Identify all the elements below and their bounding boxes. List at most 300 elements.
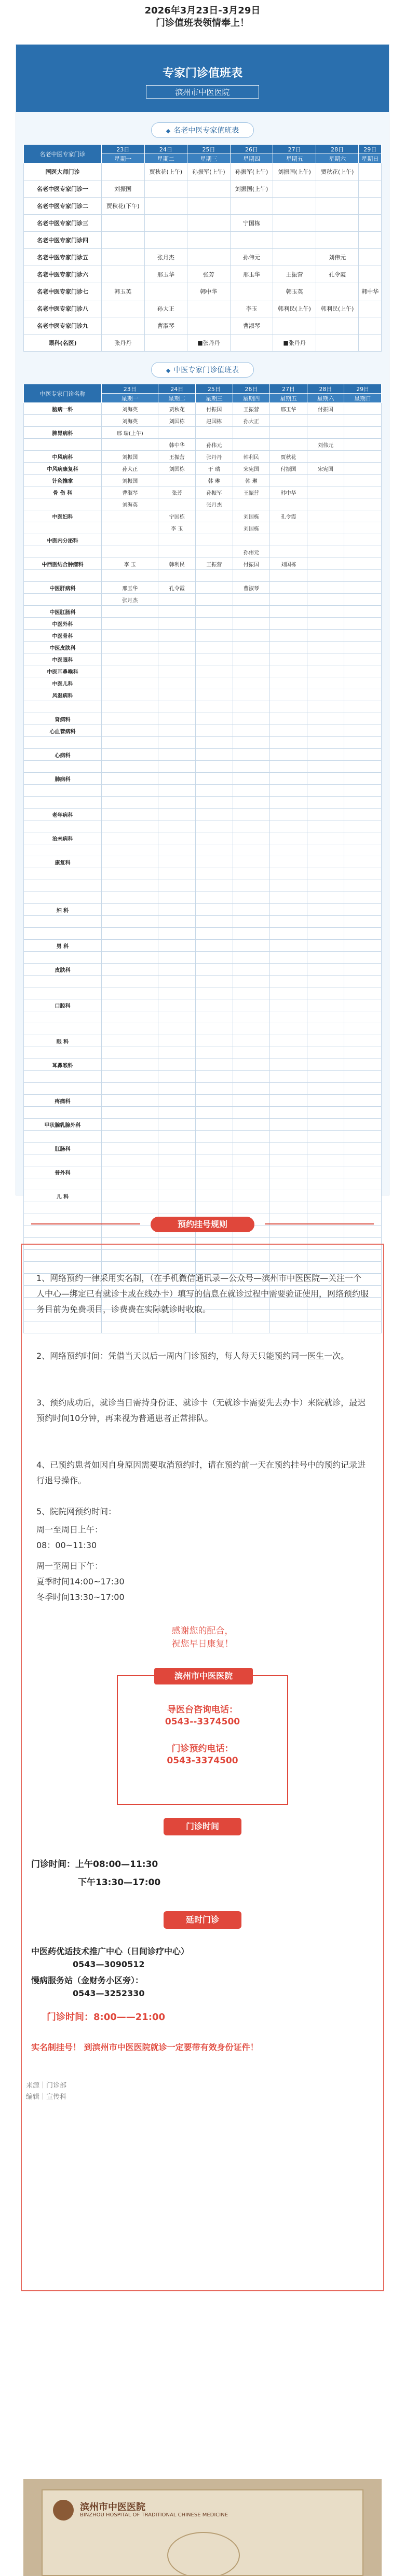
schedule-cell [102, 317, 145, 335]
dept-name: 名老中医专家门诊一 [24, 180, 102, 198]
schedule-cell [307, 653, 344, 665]
schedule-cell [344, 916, 382, 928]
schedule-cell: 付振国 [307, 403, 344, 415]
dept-name [24, 594, 102, 606]
booking-phone[interactable]: 0543-3374500 [167, 1756, 238, 1766]
dept-name: 中医外科 [24, 618, 102, 630]
table-row [24, 928, 382, 940]
schedule-cell [270, 964, 307, 976]
schedule-cell [158, 677, 196, 689]
schedule-cell [307, 940, 344, 952]
schedule-cell [158, 1107, 196, 1119]
regular-date-header: 25日 [196, 384, 233, 394]
schedule-cell: 韩利民 [158, 558, 196, 570]
dept-name: 中医皮肤科 [24, 642, 102, 653]
rule-5-line2: 08：00~11:30 [36, 1540, 97, 1550]
schedule-cell [196, 630, 233, 642]
schedule-cell: 付振国 [270, 463, 307, 475]
schedule-cell [158, 618, 196, 630]
schedule-cell [144, 335, 187, 352]
schedule-cell [158, 892, 196, 904]
schedule-cell [158, 916, 196, 928]
guide-label: 导医台咨询电话： [167, 1705, 238, 1715]
schedule-cell [158, 1047, 196, 1059]
schedule-cell [307, 689, 344, 701]
schedule-cell [196, 1035, 233, 1047]
schedule-cell [144, 180, 187, 198]
schedule-cell [307, 987, 344, 999]
schedule-cell [233, 773, 270, 785]
table-row [24, 665, 382, 677]
dept-name: 名老中医专家门诊六 [24, 266, 102, 283]
schedule-cell: 孙大正 [144, 300, 187, 317]
schedule-cell [233, 713, 270, 725]
dept-name: 肺病科 [24, 773, 102, 785]
table-row [24, 1202, 382, 1214]
schedule-cell [344, 952, 382, 964]
schedule-cell: 张芳 [187, 266, 231, 283]
schedule-cell [158, 940, 196, 952]
night-line2: 0543—3090512 [73, 1959, 145, 1969]
schedule-cell [233, 701, 270, 713]
schedule-cell [233, 630, 270, 642]
schedule-cell [344, 1035, 382, 1047]
schedule-cell [344, 999, 382, 1011]
schedule-cell [102, 701, 158, 713]
table-row [24, 300, 382, 317]
schedule-cell [316, 335, 359, 352]
schedule-cell [359, 215, 382, 232]
schedule-cell [102, 880, 158, 892]
schedule-cell [233, 642, 270, 653]
table-row [24, 880, 382, 892]
dept-name: 中医妇科 [24, 510, 102, 522]
table-row [24, 1178, 382, 1190]
schedule-cell [102, 832, 158, 844]
schedule-cell [270, 522, 307, 534]
table-row [24, 892, 382, 904]
schedule-cell [102, 928, 158, 940]
regular-weekday-header: 星期六 [307, 394, 344, 403]
schedule-cell [158, 797, 196, 809]
schedule-cell [102, 916, 158, 928]
schedule-cell [196, 606, 233, 618]
schedule-cell [196, 1023, 233, 1035]
schedule-cell [307, 1166, 344, 1178]
schedule-cell [307, 761, 344, 773]
schedule-cell [196, 1154, 233, 1166]
schedule-cell [102, 856, 158, 868]
schedule-cell: 张丹丹 [102, 335, 145, 352]
schedule-cell: 王振营 [158, 451, 196, 463]
schedule-cell [196, 964, 233, 976]
schedule-cell [270, 1131, 307, 1143]
schedule-cell [273, 180, 316, 198]
table-row [24, 249, 382, 266]
schedule-cell [233, 737, 270, 749]
schedule-cell [233, 749, 270, 761]
schedule-cell [158, 713, 196, 725]
schedule-cell [196, 510, 233, 522]
table-row [24, 618, 382, 630]
schedule-cell [344, 1190, 382, 1202]
schedule-cell [196, 1083, 233, 1095]
schedule-cell: 王振营 [273, 266, 316, 283]
schedule-cell [270, 1143, 307, 1154]
schedule-cell [344, 761, 382, 773]
schedule-cell [307, 916, 344, 928]
schedule-cell [102, 266, 145, 283]
schedule-cell: 韩玉英 [102, 283, 145, 300]
schedule-cell [102, 725, 158, 737]
famous-date-header: 26日 [230, 145, 273, 154]
schedule-cell [307, 582, 344, 594]
schedule-cell [158, 725, 196, 737]
schedule-cell [158, 785, 196, 797]
dept-name: 中医眼科 [24, 653, 102, 665]
schedule-cell [359, 232, 382, 249]
dept-name: 名老中医专家门诊七 [24, 283, 102, 300]
schedule-title: 专家门诊值班表 [162, 67, 242, 80]
schedule-cell [344, 1095, 382, 1107]
schedule-cell [307, 976, 344, 987]
table-row [24, 486, 382, 498]
table-row [24, 773, 382, 785]
schedule-cell [233, 987, 270, 999]
schedule-cell: 邢玉华 [144, 266, 187, 283]
schedule-cell [187, 232, 231, 249]
dept-name: 针灸推拿 [24, 475, 102, 486]
schedule-cell: 刘国栋 [270, 558, 307, 570]
dept-name: 风湿病科 [24, 689, 102, 701]
schedule-cell [307, 1035, 344, 1047]
schedule-cell [344, 701, 382, 713]
schedule-cell [233, 1107, 270, 1119]
dept-name: 中医儿科 [24, 677, 102, 689]
schedule-cell: 刘振国 [102, 180, 145, 198]
schedule-cell [102, 1119, 158, 1131]
dept-name [24, 439, 102, 451]
schedule-cell: 邢玉华 [270, 403, 307, 415]
schedule-card [16, 44, 389, 1200]
schedule-cell [344, 665, 382, 677]
schedule-cell: 王振营 [233, 403, 270, 415]
table-row [24, 558, 382, 570]
dept-name: 中医肛肠科 [24, 606, 102, 618]
night-box [31, 1940, 374, 2051]
schedule-cell [316, 283, 359, 300]
schedule-cell: 孙伟元 [196, 439, 233, 451]
bottom-logo-sub: BINZHOU HOSPITAL OF TRADITIONAL CHINESE MEDICINE [80, 2512, 228, 2518]
schedule-cell: 刘伟元 [316, 249, 359, 266]
schedule-cell [307, 594, 344, 606]
schedule-cell [359, 249, 382, 266]
dept-name [24, 1083, 102, 1095]
schedule-cell [102, 976, 158, 987]
schedule-cell [316, 232, 359, 249]
schedule-cell [158, 773, 196, 785]
schedule-cell [270, 785, 307, 797]
schedule-cell [158, 856, 196, 868]
dept-name: 治未病科 [24, 832, 102, 844]
schedule-cell [270, 570, 307, 582]
schedule-cell [344, 1059, 382, 1071]
table-row [24, 749, 382, 761]
dept-name: 肛肠科 [24, 1143, 102, 1154]
schedule-cell [158, 868, 196, 880]
schedule-cell [270, 630, 307, 642]
schedule-cell [307, 999, 344, 1011]
schedule-cell [307, 665, 344, 677]
schedule-cell [196, 880, 233, 892]
schedule-cell [102, 630, 158, 642]
schedule-cell [187, 317, 231, 335]
schedule-cell [344, 653, 382, 665]
schedule-cell: 韩利民 [233, 451, 270, 463]
schedule-cell [233, 653, 270, 665]
table-row [24, 725, 382, 737]
schedule-cell [344, 677, 382, 689]
regular-date-header: 23日 [102, 384, 158, 394]
dept-name: 普外科 [24, 1166, 102, 1178]
famous-corner-label: 名老中医专家门诊 [24, 145, 102, 163]
schedule-cell: 曹淑琴 [102, 486, 158, 498]
schedule-cell [196, 713, 233, 725]
contact-title: 滨州市中医医院 [154, 1668, 253, 1684]
schedule-banner [16, 45, 389, 112]
schedule-cell [187, 215, 231, 232]
rules-line-right [265, 1223, 374, 1224]
footer-source: 来源｜门诊部 [26, 2082, 67, 2090]
table-row [24, 1095, 382, 1107]
schedule-cell [233, 940, 270, 952]
schedule-cell [102, 163, 145, 180]
schedule-cell [307, 1059, 344, 1071]
schedule-cell [270, 725, 307, 737]
schedule-cell [187, 249, 231, 266]
table-row [24, 952, 382, 964]
table-row [24, 677, 382, 689]
schedule-cell [196, 737, 233, 749]
schedule-cell [233, 1071, 270, 1083]
dept-name: 中风病康复科 [24, 463, 102, 475]
schedule-cell [102, 1131, 158, 1143]
table-row [24, 606, 382, 618]
table-row [24, 785, 382, 797]
schedule-cell [102, 940, 158, 952]
schedule-cell [196, 653, 233, 665]
schedule-cell [196, 701, 233, 713]
schedule-cell [158, 761, 196, 773]
schedule-cell [196, 1095, 233, 1107]
schedule-cell [233, 677, 270, 689]
schedule-cell [233, 1047, 270, 1059]
schedule-cell [307, 964, 344, 976]
schedule-cell: 韩中华 [359, 283, 382, 300]
schedule-cell [196, 928, 233, 940]
schedule-cell [230, 283, 273, 300]
schedule-cell [158, 749, 196, 761]
schedule-cell [102, 1059, 158, 1071]
schedule-cell [196, 976, 233, 987]
schedule-cell [102, 904, 158, 916]
schedule-cell: 贾秋花 [158, 403, 196, 415]
table-row [24, 856, 382, 868]
dept-name: 中医内分泌科 [24, 534, 102, 546]
schedule-cell [233, 1190, 270, 1202]
schedule-cell [233, 999, 270, 1011]
hours-afternoon: 下午13:30—17:00 [78, 1877, 161, 1888]
dept-name: 耳鼻喉科 [24, 1059, 102, 1071]
schedule-cell [270, 1095, 307, 1107]
schedule-cell [270, 606, 307, 618]
schedule-cell [270, 594, 307, 606]
dept-name [24, 1071, 102, 1083]
schedule-cell [359, 300, 382, 317]
schedule-cell [196, 427, 233, 439]
schedule-cell [270, 999, 307, 1011]
schedule-cell [307, 498, 344, 510]
schedule-cell [307, 1071, 344, 1083]
dept-name [24, 868, 102, 880]
schedule-cell: 韩利民(上午) [316, 300, 359, 317]
schedule-cell [307, 1083, 344, 1095]
table-row [24, 463, 382, 475]
table-row [24, 522, 382, 534]
schedule-cell [270, 1190, 307, 1202]
schedule-cell [270, 916, 307, 928]
schedule-cell [270, 1023, 307, 1035]
schedule-cell [270, 856, 307, 868]
night-title: 延时门诊 [164, 1911, 241, 1929]
table-row [24, 987, 382, 999]
schedule-cell [196, 1059, 233, 1071]
schedule-cell: 曹淑琴 [144, 317, 187, 335]
schedule-cell [344, 713, 382, 725]
regular-section-title: ◆ 中医专家门诊值班表 [151, 362, 254, 378]
guide-phone[interactable]: 0543--3374500 [165, 1717, 240, 1727]
schedule-cell [270, 427, 307, 439]
schedule-cell [233, 820, 270, 832]
schedule-cell: 付振国 [233, 558, 270, 570]
famous-date-header: 27日 [273, 145, 316, 154]
schedule-cell: 曹淑琴 [230, 317, 273, 335]
schedule-cell [270, 928, 307, 940]
schedule-cell [344, 725, 382, 737]
schedule-cell: 王振营 [233, 486, 270, 498]
schedule-cell [344, 618, 382, 630]
schedule-cell [230, 335, 273, 352]
famous-weekday-header: 星期一 [102, 154, 145, 163]
table-row [24, 976, 382, 987]
schedule-cell [233, 1059, 270, 1071]
famous-weekday-header: 星期三 [187, 154, 231, 163]
schedule-cell [196, 1011, 233, 1023]
regular-schedule-table [23, 384, 382, 1333]
schedule-cell [158, 1095, 196, 1107]
famous-date-header: 23日 [102, 145, 145, 154]
schedule-cell [307, 725, 344, 737]
schedule-cell [102, 215, 145, 232]
schedule-cell [158, 844, 196, 856]
schedule-cell [307, 868, 344, 880]
dept-name [24, 916, 102, 928]
schedule-cell [270, 642, 307, 653]
schedule-cell [158, 1011, 196, 1023]
schedule-cell [233, 1035, 270, 1047]
schedule-cell: 贾秋花(下午) [102, 198, 145, 215]
schedule-cell [158, 964, 196, 976]
schedule-cell [233, 725, 270, 737]
regular-date-header: 24日 [158, 384, 196, 394]
table-row [24, 1143, 382, 1154]
table-row [24, 427, 382, 439]
schedule-cell [102, 952, 158, 964]
dept-name [24, 880, 102, 892]
schedule-cell [158, 689, 196, 701]
table-row [24, 904, 382, 916]
schedule-cell: 刘海英 [102, 403, 158, 415]
schedule-cell: 孙伟元 [233, 546, 270, 558]
schedule-cell [158, 832, 196, 844]
schedule-cell [196, 642, 233, 653]
schedule-cell [344, 606, 382, 618]
schedule-cell [196, 797, 233, 809]
dept-name: 名老中医专家门诊八 [24, 300, 102, 317]
schedule-cell [307, 558, 344, 570]
hospital-logo-icon [53, 2500, 74, 2521]
dept-name: 中西医结合肿瘤科 [24, 558, 102, 570]
schedule-cell [307, 630, 344, 642]
schedule-cell [196, 1143, 233, 1154]
schedule-cell [158, 653, 196, 665]
schedule-cell [344, 642, 382, 653]
schedule-cell [102, 1107, 158, 1119]
schedule-cell [307, 1190, 344, 1202]
schedule-cell [270, 677, 307, 689]
famous-date-header: 28日 [316, 145, 359, 154]
schedule-cell [270, 1119, 307, 1131]
schedule-cell [307, 928, 344, 940]
schedule-cell [102, 785, 158, 797]
schedule-cell [344, 976, 382, 987]
schedule-cell [307, 737, 344, 749]
schedule-cell [158, 904, 196, 916]
schedule-cell [307, 773, 344, 785]
regular-weekday-header: 星期日 [344, 394, 382, 403]
schedule-cell [307, 952, 344, 964]
schedule-cell [344, 773, 382, 785]
schedule-cell [196, 522, 233, 534]
dept-name [24, 820, 102, 832]
schedule-cell [270, 820, 307, 832]
schedule-cell [307, 1178, 344, 1190]
table-row [24, 594, 382, 606]
schedule-cell: 孙大正 [233, 415, 270, 427]
schedule-cell: 刘振国(上午) [230, 180, 273, 198]
schedule-cell [270, 987, 307, 999]
schedule-cell [270, 832, 307, 844]
schedule-cell: 邢 瑞(上午) [102, 427, 158, 439]
dept-name [24, 701, 102, 713]
table-row [24, 534, 382, 546]
table-row [24, 232, 382, 249]
schedule-cell [196, 904, 233, 916]
schedule-cell [196, 677, 233, 689]
schedule-cell [196, 868, 233, 880]
schedule-cell [270, 749, 307, 761]
schedule-cell [273, 198, 316, 215]
